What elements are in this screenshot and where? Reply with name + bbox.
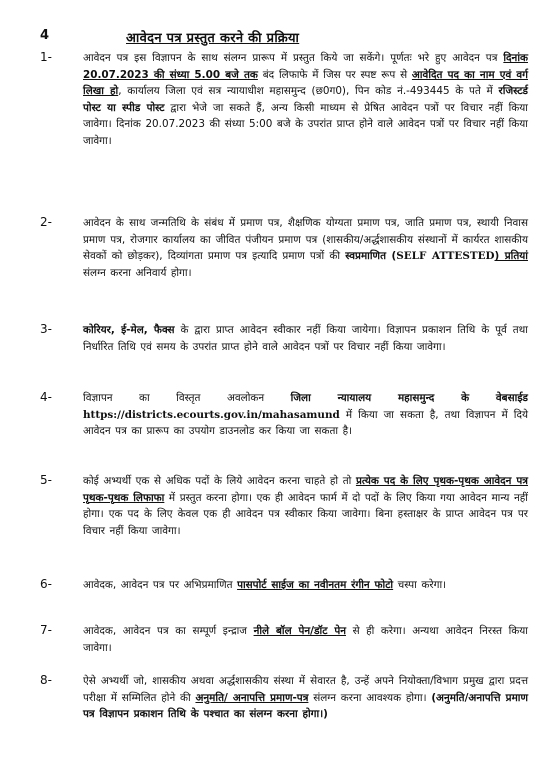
text-segment: आवेदन के साथ जन्मतिथि के संबंध में प्रमाण पत्र, शैक्षणिक योग्यता प्रमाण पत्र, जाति प्रमाण पत्र, स्थायी निवास प्रमाण पत्र, रोजगार कार्यालय का जीवित पंजीयन प्रमाण पत्र (शासकीय/अर्द्धशासकीय संस्थानों में कार्यरत शासकीय सेवकों को छोड़कर), दिव्यांगता प्रमाण पत्र इत्यादि प्रमाण पत्रों की — [83, 217, 528, 263]
item-number: 3- — [40, 322, 52, 336]
item-text — [83, 215, 528, 281]
text-segment: ऐसे अभ्यर्थी जो, शासकीय अथवा अर्द्धशासकीय संस्था में सेवारत है, उन्हें अपने नियोक्ता/विभाग प्रमुख द्वारा प्रदत्त परीक्षा में सम्मिलित होने की — [83, 675, 528, 704]
registered-post-text: रजिस्टर्ड पोस्ट या स्पीड पोस्ट — [83, 85, 528, 114]
text-segment: के द्वारा प्राप्त आवेदन स्वीकार नहीं किया जायेगा। विज्ञापन प्रकाशन तिथि के पूर्व तथा निर्धारित तिथि एवं समय के उपरांत प्राप्त होने वाले आवेदन पत्रों पर विचार नहीं किया जावेगा। — [83, 324, 528, 353]
item-number: 4- — [40, 390, 52, 404]
text-segment: से ही करेगा। अन्यथा आवेदन निरस्त किया जावेगा। — [83, 625, 528, 654]
passport-photo-text: पासपोर्ट साईज का नवीनतम रंगीन फोटो — [237, 579, 394, 591]
self-attested-text: स्वप्रमाणित ( — [345, 250, 397, 263]
text-segment: आवेदक, आवेदन पत्र का सम्पूर्ण इन्द्राज — [83, 625, 254, 637]
item-text — [83, 623, 528, 656]
item-number: 7- — [40, 623, 52, 637]
post-name-text: आवेदित पद का नाम एवं वर्ग लिखा हो — [83, 68, 529, 98]
item-number: 6- — [40, 577, 52, 591]
text-segment: संलग्न करना आवश्यक होगा। — [308, 691, 432, 704]
item-text — [83, 577, 528, 594]
text-segment: कोई अभ्यर्थी एक से अधिक पदों के लिये आवेदन करना चाहते हो तो — [83, 475, 356, 487]
section-heading — [0, 28, 557, 50]
item-number: 5- — [40, 473, 52, 487]
text-segment: , कार्यालय जिला एवं सत्र न्यायाधीश महासमुन्द (छ0ग0), पिन कोड नं.-493445 के पते में — [118, 85, 499, 98]
deadline-text: दिनांक 20.07.2023 की संध्या 5.00 बजे तक — [83, 52, 528, 81]
item-number: 2- — [40, 215, 52, 229]
courier-email-fax-text: कोरियर, ई-मेल, फैक्स — [83, 324, 175, 336]
text-segment: द्वारा भेजे जा सकते हैं, अन्य किसी माध्यम से प्रेषित आवेदन पत्रों पर विचार नहीं किया जावेगा। दिनांक 20.07.2023 की संध्या 5:00 बजे के उपरांत प्राप्त होने वाले आवेदन पत्रों पर विचार नहीं किया जावेगा। — [83, 101, 528, 147]
text-segment: में किया जा सकता है, तथा विज्ञापन में दिये आवेदन पत्र का प्रारूप का उपयोग डाउनलोड कर किया जा सकता है। — [83, 408, 528, 438]
noc-note-text: (अनुमति/अनापत्ति प्रमाण पत्र विज्ञापन प्रकाशन तिथि के पश्चात का संलग्न करना होगा।) — [83, 691, 528, 721]
separate-envelope-text: प्रत्येक पद के लिए पृथक-पृथक आवेदन पत्र पृथक-पृथक लिफाफा — [83, 475, 529, 504]
text-segment: संलग्न करना अनिवार्य होगा। — [83, 266, 192, 279]
item-text — [83, 390, 528, 440]
text-segment: आवेदन पत्र इस विज्ञापन के साथ संलग्न प्रारूप में प्रस्तुत किये जा सकेंगे। पूर्णतः भरे हुए आवेदन पत्र — [83, 52, 504, 64]
text-segment: चस्पा करेगा। — [393, 579, 447, 591]
website-url: https://districts.ecourts.gov.in/mahasamund — [83, 408, 340, 421]
item-text — [83, 673, 528, 723]
blue-pen-text: नीले बॉल पेन/डॉट पेन — [253, 625, 346, 637]
item-text — [83, 473, 528, 539]
court-website-text: जिला न्यायालय महासमुन्द के वेबसाईड — [290, 392, 528, 404]
text-segment: बंद लिफाफे में जिस पर स्पष्ट रूप से — [257, 68, 412, 81]
text-segment: में प्रस्तुत करना होगा। एक ही आवेदन फार्म में दो पदों के लिए किया गया आवेदन मान्य नहीं होगा। एक पद के लिए केवल एक ही आवेदन पत्र स्वीकार किया जावेगा। बिना हस्ताक्षर के प्राप्त आवेदन पत्र पर विचार नहीं किया जावेगा। — [83, 491, 528, 537]
text-segment: आवेदक, आवेदन पत्र पर अभिप्रमाणित — [83, 579, 238, 591]
section-number: 4 — [40, 28, 50, 43]
text-segment: विज्ञापन का विस्तृत अवलोकन — [83, 392, 291, 404]
noc-text: अनुमति/ अनापत्ति प्रमाण-पत्र — [195, 691, 309, 704]
self-attested-english: SELF ATTESTED — [396, 250, 495, 263]
section-title: आवेदन पत्र प्रस्तुत करने की प्रक्रिया — [126, 31, 300, 46]
copies-text: ) प्रतियां — [494, 250, 528, 263]
item-number: 1- — [40, 50, 52, 64]
item-text — [83, 322, 528, 355]
item-text — [83, 50, 528, 150]
item-number: 8- — [40, 673, 52, 687]
